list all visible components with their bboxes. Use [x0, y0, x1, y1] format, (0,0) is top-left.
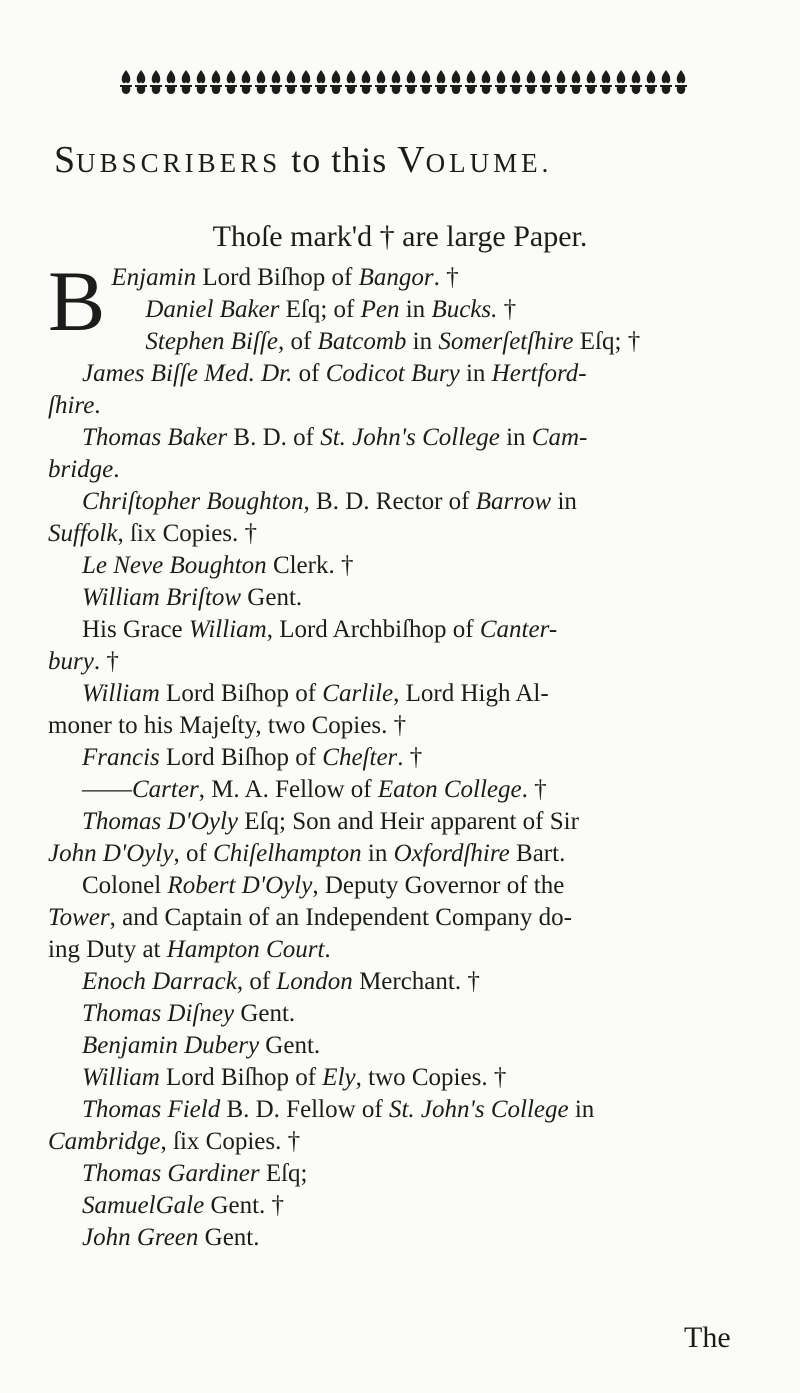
list-item	[48, 1222, 698, 1254]
entry-text: , Lord Archbiſhop of	[266, 616, 480, 643]
entry-text: B. D. of	[227, 424, 321, 451]
entry-text: , of	[236, 968, 277, 995]
entry-text: , Deputy Governor of the	[312, 872, 565, 899]
entry-text: in	[406, 328, 439, 355]
italic-name: John Green	[82, 1224, 199, 1251]
entry-text: Gent.	[241, 584, 303, 611]
subheading-note: Thoſe mark'd † are large Paper.	[212, 220, 588, 253]
italic-name: Barrow	[475, 488, 552, 515]
entry-text: in	[568, 1096, 595, 1123]
italic-name: William	[82, 1064, 160, 1091]
heading-initial-v: V	[397, 139, 426, 181]
entry-text: . †	[93, 648, 119, 675]
entry-text: Gent.	[259, 1032, 321, 1059]
entry-text: in	[459, 360, 492, 387]
entry-text: Lord Biſhop of	[159, 744, 323, 771]
entry-text: , and Captain of an Independent Company do-	[109, 904, 572, 931]
list-item-continuation	[48, 934, 698, 966]
list-item	[48, 1094, 698, 1126]
italic-name: Carter	[132, 776, 199, 803]
entry-text: , Lord High Al-	[393, 680, 549, 707]
entry-text: B. D. Fellow of	[220, 1096, 389, 1123]
italic-name: Chriſtopher Boughton	[82, 488, 304, 515]
entry-text: in	[551, 488, 577, 515]
drop-capital: B	[48, 253, 106, 349]
italic-name: Hampton Court	[166, 936, 325, 963]
entry-text: Eſq; Son and Heir apparent of Sir	[238, 808, 579, 835]
entry-text: Clerk. †	[266, 552, 354, 579]
italic-name: Oxfordſhire	[393, 840, 510, 867]
printers-ornament-band	[118, 68, 688, 96]
italic-name: Thomas Baker	[82, 424, 228, 451]
list-item-continuation	[48, 646, 698, 678]
entry-text: .	[94, 392, 101, 419]
list-item	[48, 1030, 698, 1062]
italic-name: Robert D'Oyly	[167, 872, 313, 899]
list-item	[48, 550, 698, 582]
list-item	[48, 678, 698, 710]
entry-text: in	[361, 840, 394, 867]
italic-name: St. John's College	[388, 1096, 569, 1123]
entry-text: Gent.	[234, 1000, 296, 1027]
list-item	[48, 1062, 698, 1094]
italic-name: bury	[48, 648, 94, 675]
italic-name: James Biſſe Med. Dr.	[82, 360, 293, 387]
italic-name: Somerſetſhire	[438, 328, 574, 355]
entry-text: Bart.	[509, 840, 566, 867]
place-name: Bangor	[358, 264, 434, 291]
italic-name: Hertford-	[491, 360, 587, 387]
entry-text: . †	[521, 776, 547, 803]
list-item	[48, 422, 698, 454]
entry-text: Gent. †	[204, 1192, 285, 1219]
italic-name: Batcomb	[317, 328, 407, 355]
italic-name: Eaton College	[377, 776, 522, 803]
italic-name: St. John's College	[320, 424, 500, 451]
italic-name: Canter-	[479, 616, 558, 643]
entry-text: Lord Biſhop of	[159, 1064, 323, 1091]
italic-name: Enoch Darrack	[82, 968, 237, 995]
italic-name: Francis	[82, 744, 160, 771]
entry-text: moner to his Majeſty, two Copies. †	[48, 712, 407, 739]
list-item	[48, 998, 698, 1030]
italic-name: bridge	[48, 456, 114, 483]
list-item-continuation	[48, 838, 698, 870]
italic-name: Bucks.	[431, 296, 498, 323]
list-item-continuation	[48, 1126, 698, 1158]
list-item	[48, 806, 698, 838]
entry-text: Eſq; †	[573, 328, 641, 355]
italic-name: Pen	[360, 296, 400, 323]
heading-subscribers: UBSCRIBERS	[76, 148, 282, 178]
entry-text: , ſix Copies. †	[160, 1128, 301, 1155]
entry-text: in	[499, 424, 532, 451]
entry-text: Eſq; of	[279, 296, 361, 323]
list-item	[48, 1158, 698, 1190]
list-item-continuation	[48, 518, 698, 550]
subscriber-name: Enjamin	[111, 264, 197, 291]
list-item	[48, 582, 698, 614]
entry-text: .	[113, 456, 120, 483]
italic-name: Daniel Baker	[145, 296, 280, 323]
italic-name: William	[188, 616, 267, 643]
list-item	[48, 966, 698, 998]
entry-text: Lord Biſhop of	[159, 680, 323, 707]
entry-text: in	[399, 296, 432, 323]
italic-name: Thomas Diſney	[82, 1000, 235, 1027]
entry-text: Colonel	[82, 872, 168, 899]
list-item-continuation	[48, 390, 698, 422]
entry-text: Merchant. †	[352, 968, 480, 995]
list-item-continuation	[48, 454, 698, 486]
entry-text: ——	[82, 776, 132, 803]
entry-text: Gent.	[198, 1224, 260, 1251]
entry-text: †	[497, 296, 517, 323]
italic-name: Stephen Biſſe	[145, 328, 278, 355]
italic-name: ſhire	[48, 392, 95, 419]
italic-name: Ely	[322, 1064, 356, 1091]
list-item	[48, 358, 698, 390]
heading-volume: OLUME.	[425, 148, 553, 178]
italic-name: Chiſelhampton	[213, 840, 362, 867]
italic-name: Le Neve Boughton	[82, 552, 267, 579]
entry-text: , ſix Copies. †	[117, 520, 258, 547]
entry-text: .	[324, 936, 331, 963]
list-item	[48, 294, 698, 326]
italic-name: London	[276, 968, 353, 995]
list-item	[48, 614, 698, 646]
heading-initial-s: S	[54, 139, 77, 181]
list-item	[48, 870, 698, 902]
heading-middle: to this	[281, 140, 398, 180]
italic-name: Tower	[48, 904, 110, 931]
subscriber-entries	[48, 294, 698, 1254]
entry-text: , B. D. Rector of	[303, 488, 476, 515]
list-item	[48, 326, 698, 358]
subscriber-list	[48, 253, 698, 1254]
fleuron-row-icon	[118, 68, 688, 96]
entry-text: , of	[173, 840, 214, 867]
italic-name: John D'Oyly	[48, 840, 174, 867]
italic-name: Thomas Gardiner	[82, 1160, 260, 1187]
entry-text: His Grace	[82, 616, 189, 643]
list-item-continuation	[48, 902, 698, 934]
entry-text: Eſq;	[259, 1160, 308, 1187]
entry-text: , two Copies. †	[355, 1064, 507, 1091]
italic-name: Codicot Bury	[325, 360, 460, 387]
entry-text: . †	[433, 264, 459, 291]
italic-name: SamuelGale	[82, 1192, 205, 1219]
italic-name: Cheſter	[322, 744, 398, 771]
italic-name: William Briſtow	[82, 584, 242, 611]
italic-name: Suffolk	[48, 520, 118, 547]
entry-text: of	[292, 360, 326, 387]
italic-name: Benjamin Dubery	[82, 1032, 260, 1059]
italic-name: Cambridge	[48, 1128, 161, 1155]
entry-text: , M. A. Fellow of	[198, 776, 378, 803]
list-item-continuation	[48, 710, 698, 742]
list-item	[48, 486, 698, 518]
entry-text: . †	[397, 744, 423, 771]
page-heading	[54, 138, 754, 182]
list-item	[48, 774, 698, 806]
italic-name: Carlile	[322, 680, 394, 707]
italic-name: Cam-	[531, 424, 588, 451]
catchword: The	[684, 1321, 731, 1354]
entry-text: ing Duty at	[48, 936, 167, 963]
entry-text: , of	[277, 328, 318, 355]
italic-name: Thomas Field	[82, 1096, 221, 1123]
entry-text: Lord Biſhop of	[196, 264, 359, 291]
italic-name: William	[82, 680, 160, 707]
italic-name: Thomas D'Oyly	[82, 808, 239, 835]
list-item	[48, 742, 698, 774]
list-item	[48, 1190, 698, 1222]
